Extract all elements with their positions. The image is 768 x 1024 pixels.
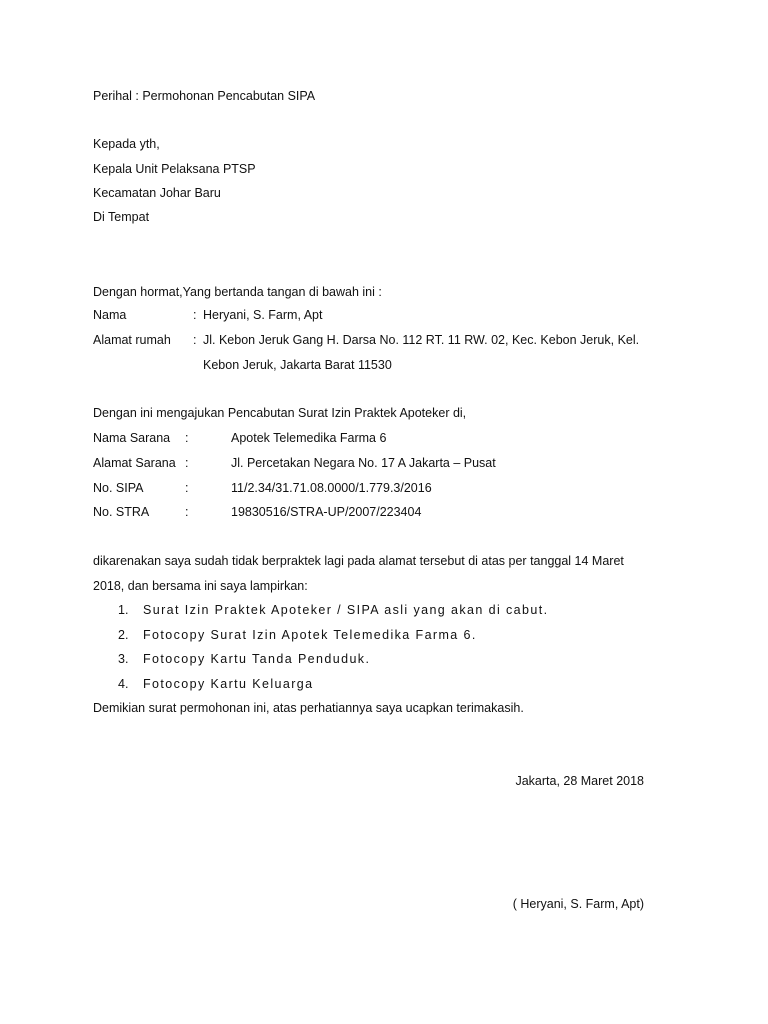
list-item-text: Surat Izin Praktek Apoteker / SIPA asli yang akan di cabut. bbox=[143, 603, 549, 617]
sipa-number-value: 11/2.34/31.71.08.0000/1.779.3/2016 bbox=[231, 481, 432, 495]
stra-number-separator: : bbox=[185, 505, 189, 519]
name-label: Nama bbox=[93, 308, 127, 322]
reason-line-1: dikarenakan saya sudah tidak berpraktek lagi pada alamat tersebut di atas per tanggal 14 Maret bbox=[93, 554, 624, 568]
recipient-line-2: Kecamatan Johar Baru bbox=[93, 186, 221, 200]
list-item-text: Fotocopy Kartu Tanda Penduduk. bbox=[143, 652, 371, 666]
place-date: Jakarta, 28 Maret 2018 bbox=[515, 774, 644, 788]
address-value-line-2: Kebon Jeruk, Jakarta Barat 11530 bbox=[203, 358, 392, 372]
recipient-line-1: Kepala Unit Pelaksana PTSP bbox=[93, 162, 256, 176]
opening-line: Dengan hormat,Yang bertanda tangan di bawah ini : bbox=[93, 285, 382, 299]
recipient-line-3: Di Tempat bbox=[93, 210, 150, 224]
sipa-number-label: No. SIPA bbox=[93, 481, 144, 495]
list-item-number: 3. bbox=[118, 652, 129, 666]
list-item-number: 1. bbox=[118, 603, 129, 617]
letter-subject: Perihal : Permohonan Pencabutan SIPA bbox=[93, 89, 316, 103]
address-label: Alamat rumah bbox=[93, 333, 171, 347]
stra-number-value: 19830516/STRA-UP/2007/223404 bbox=[231, 505, 422, 519]
facility-address-label: Alamat Sarana bbox=[93, 456, 176, 470]
list-item-number: 2. bbox=[118, 628, 129, 642]
list-item-text: Fotocopy Surat Izin Apotek Telemedika Farma 6. bbox=[143, 628, 477, 642]
list-item-text: Fotocopy Kartu Keluarga bbox=[143, 677, 314, 691]
name-separator: : bbox=[193, 308, 197, 322]
reason-line-2: 2018, dan bersama ini saya lampirkan: bbox=[93, 579, 308, 593]
facility-name-label: Nama Sarana bbox=[93, 431, 171, 445]
name-value: Heryani, S. Farm, Apt bbox=[203, 308, 323, 322]
signature-name: ( Heryani, S. Farm, Apt) bbox=[512, 897, 644, 911]
request-intro: Dengan ini mengajukan Pencabutan Surat Izin Praktek Apoteker di, bbox=[93, 406, 467, 420]
facility-address-value: Jl. Percetakan Negara No. 17 A Jakarta – Pusat bbox=[231, 456, 496, 470]
address-separator: : bbox=[193, 333, 197, 347]
facility-name-separator: : bbox=[185, 431, 189, 445]
recipient-greeting: Kepada yth, bbox=[93, 137, 160, 151]
closing-line: Demikian surat permohonan ini, atas perhatiannya saya ucapkan terimakasih. bbox=[93, 701, 524, 715]
sipa-number-separator: : bbox=[185, 481, 189, 495]
stra-number-label: No. STRA bbox=[93, 505, 150, 519]
list-item-number: 4. bbox=[118, 677, 129, 691]
facility-name-value: Apotek Telemedika Farma 6 bbox=[231, 431, 387, 445]
address-value-line-1: Jl. Kebon Jeruk Gang H. Darsa No. 112 RT. 11 RW. 02, Kec. Kebon Jeruk, Kel. bbox=[203, 333, 640, 347]
facility-address-separator: : bbox=[185, 456, 189, 470]
